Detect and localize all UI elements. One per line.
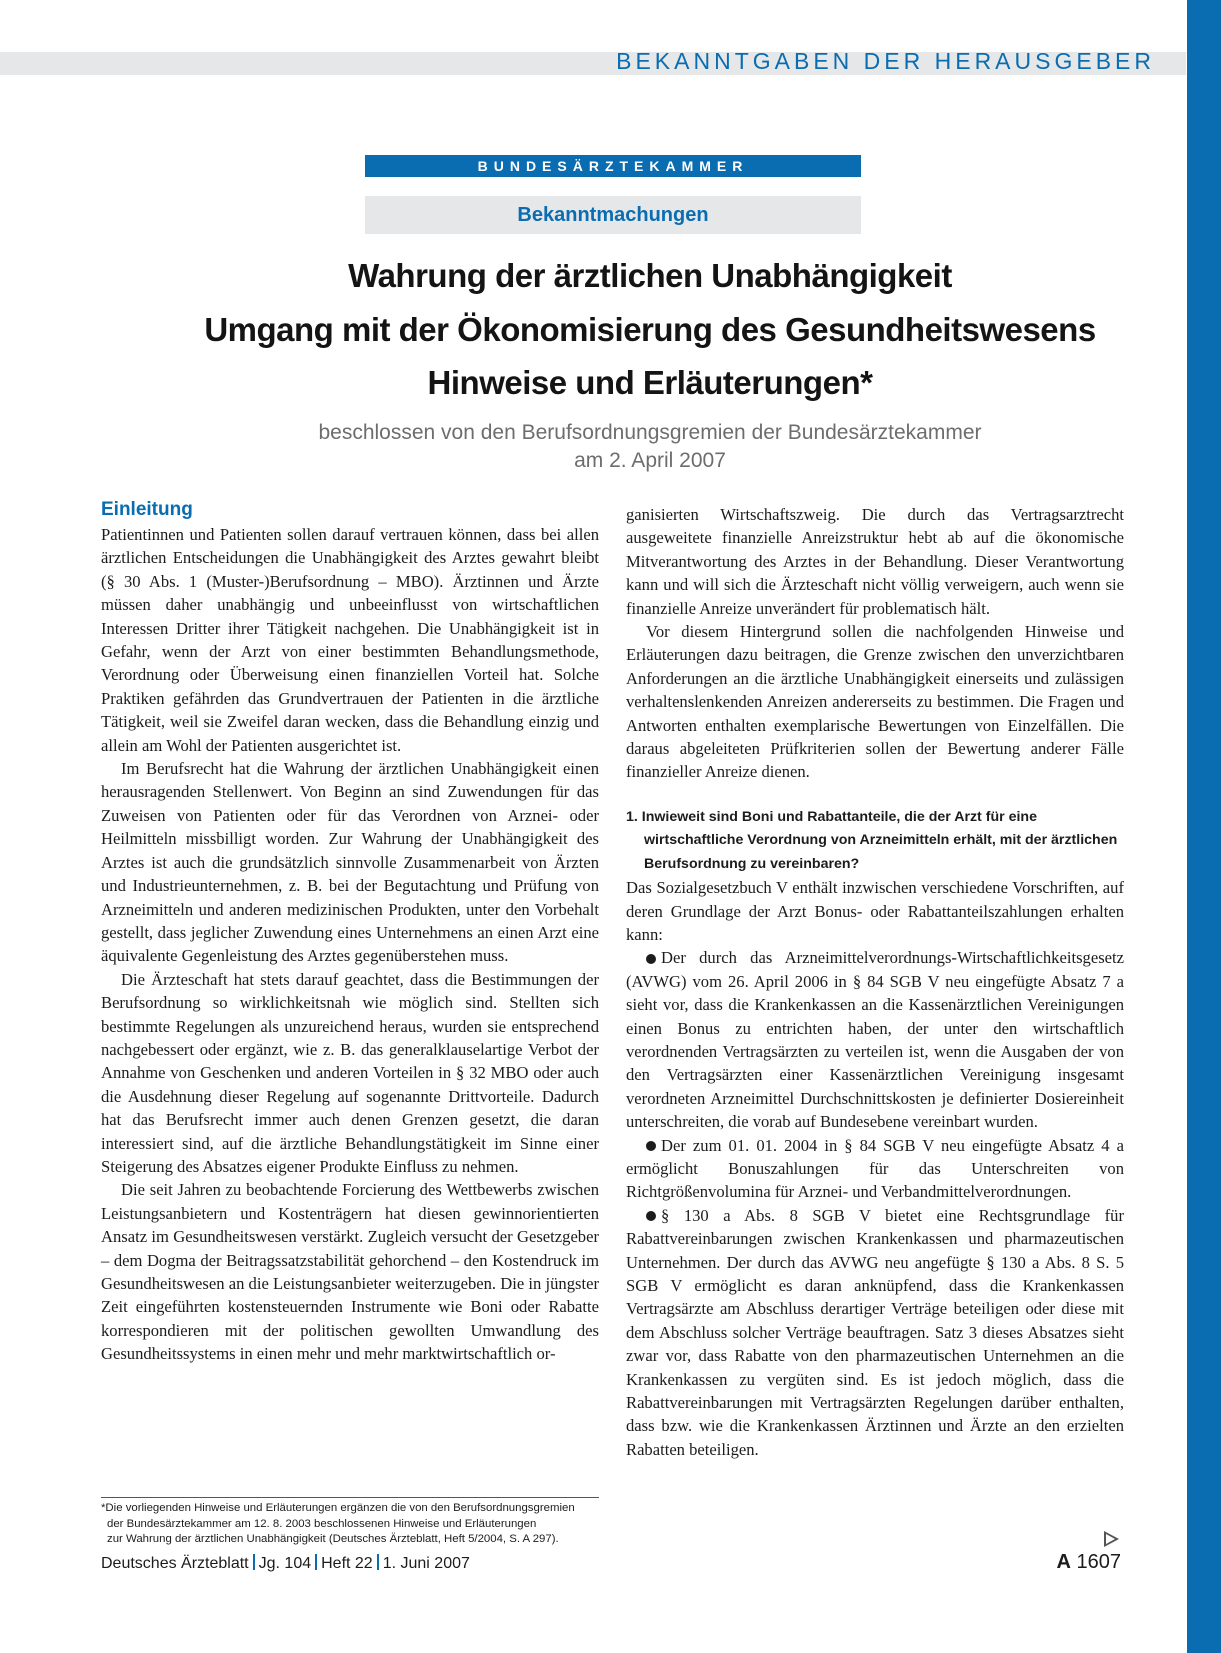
paragraph: Vor diesem Hintergrund sollen die nachfolgenden Hinweise und Erläuterungen dazu beitragen, die Grenze zwischen den unverzichtbaren Anforderungen an die ärztliche Unabhängigkeit einerseits und zulässigen verhaltenslenkenden Anreizen andererseits zu bestimmen. Die Fragen und Antworten enthalten exemplarische Bewertungen von Einzelfällen. Die daraus abgeleiteten Prüfkriterien sollen der Bewertung anderer Fälle finanzieller Anreize dienen.	[626, 622, 1124, 782]
bullet-item	[626, 946, 1124, 1133]
title-line-3: Hinweise und Erläuterungen*	[427, 364, 873, 401]
footer-separator	[253, 1554, 255, 1570]
page-number-value: 1607	[1076, 1551, 1121, 1573]
footnote-line: der Bundesärztekammer am 12. 8. 2003 beschlossenen Hinweise und Erläuterungen	[107, 1517, 537, 1530]
journal-name: Deutsches Ärzteblatt	[101, 1555, 249, 1572]
journal-issue: Heft 22	[321, 1555, 373, 1572]
paragraph: Das Sozialgesetzbuch V enthält inzwischen verschiedene Vorschriften, auf deren Grundlage der Arzt Bonus- oder Rabattanteilszahlungen erhalten kann:	[626, 878, 1124, 944]
continue-arrow-icon	[1104, 1531, 1119, 1547]
bullet-text: Der durch das Arzneimittelverordnungs-Wirtschaftlichkeitsgesetz (AVWG) vom 26. April 2006 in § 84 SGB V neu eingefügte Absatz 7 a sieht vor, dass die Krankenkassen an die Kassenärztlichen Vereinigungen einen Bonus zu entrichten haben, der unter den wirtschaftlich verordnenden Vertragsärzten zu verteilen ist, wenn die Ausgaben der von den Vertragsärzten einer Kassenärztlichen Vereinigung insgesamt verordneten Arzneimittel Durchschnittskosten je definierter Dosiereinheit unterschreiten, die vorab auf Bundesebene vereinbart wurden.	[626, 948, 1124, 1132]
footnote	[101, 1501, 601, 1548]
bullet-icon	[646, 1141, 656, 1151]
bullet-text: Der zum 01. 01. 2004 in § 84 SGB V neu eingefügte Absatz 4 a ermöglicht Bonuszahlungen für das Unterschreiten von Richtgrößenvolumina für Arznei- und Verbandmittelverordnungen.	[626, 1135, 1124, 1202]
bullet-item	[626, 1204, 1124, 1461]
paragraph: Die seit Jahren zu beobachtende Forcierung des Wettbewerbs zwischen Leistungsanbietern und Kostenträgern hat diesen gewinnorientierten Ansatz im Gesundheitswesen verstärkt. Zugleich versucht der Gesetzgeber – dem Dogma der Beitragssatzstabilität gehorchend – den Kostendruck im Gesundheitswesen an die Leistungsanbieter weiterzugeben. Die in jüngster Zeit eingeführten kostensteuernden Instrumente wie Boni oder Rabatte korrespondieren mit der politischen gewollten Umwandlung des Gesundheitssystems in einen mehr und mehr marktwirtschaftlich or-	[101, 1180, 599, 1364]
footnote-line: *Die vorliegenden Hinweise und Erläuterungen ergänzen die von den Berufsordnungsgremien	[101, 1502, 575, 1514]
title-line-2: Umgang mit der Ökonomisierung des Gesundheitswesens	[204, 311, 1096, 348]
bullet-item	[626, 1134, 1124, 1204]
page-prefix: A	[1056, 1551, 1071, 1573]
paragraph: Die Ärzteschaft hat stets darauf geachtet, dass die Bestimmungen der Berufsordnung so wirklichkeitsnah wie möglich sind. Stellten sich bestimmte Regelungen als unzureichend heraus, wurden sie entsprechend nachgebessert oder ergänzt, wie z. B. das generalklauselartige Verbot der Annahme von Geschenken und anderen Vorteilen in § 32 MBO oder auch die Ausdehnung dieser Regelung auf sogenannte Drittvorteile. Dadurch hat das Berufsrecht immer auch denen Grenzen gesetzt, die daran interessiert sind, auf die ärztliche Behandlungstätigkeit im Sinne einer Steigerung des Absatzes eigener Produkte Einfluss zu nehmen.	[101, 969, 599, 1176]
footnote-line: zur Wahrung der ärztlichen Unabhängigkeit (Deutsches Ärzteblatt, Heft 5/2004, S. A 297).	[107, 1533, 559, 1545]
category-bar: Bekanntmachungen	[365, 196, 861, 234]
bullet-text: § 130 a Abs. 8 SGB V bietet eine Rechtsgrundlage für Rabattvereinbarungen zwischen Krankenkassen und pharmazeutischen Unternehmen. Der durch das AVWG neu angefügte § 130 a Abs. 8 S. 5 SGB V ermöglicht es daran anknüpfend, dass die Krankenkassen Vertragsärzte am Abschluss derartiger Verträge beteiligen oder diese mit dem Abschluss solcher Verträge beauftragen. Satz 3 dieses Absatzes sieht zwar vor, dass Rabatte von den pharmazeutischen Unternehmen an die Krankenkassen zu vergüten sind. Es ist jedoch möglich, dass die Rabattvereinbarungen mit Vertragsärzten Regelungen darüber enthalten, dass bzw. wie die Krankenkassen Ärztinnen und Ärzte an den erzielten Rabatten beteiligen.	[626, 1205, 1124, 1459]
bullet-icon	[646, 1211, 656, 1221]
subtitle-line-1: beschlossen von den Berufsordnungsgremien der Bundesärztekammer	[318, 421, 982, 444]
section-header: BEKANNTGABEN DER HERAUSGEBER	[616, 48, 1155, 74]
side-color-bar	[1187, 0, 1221, 1653]
right-column	[626, 503, 1124, 1461]
question-heading-1: 1. Inwieweit sind Boni und Rabattanteile, die der Arzt für eine wirtschaftliche Verordnung von Arzneimitteln erhält, mit der ärztlichen Berufsordnung zu vereinbaren?	[626, 808, 1118, 872]
title-line-1: Wahrung der ärztlichen Unabhängigkeit	[348, 257, 952, 294]
journal-date: 1. Juni 2007	[382, 1555, 470, 1572]
page-footer	[101, 1551, 1121, 1578]
footnote-divider	[101, 1497, 599, 1498]
paragraph: Patientinnen und Patienten sollen darauf vertrauen können, dass bei allen ärztlichen Entscheidungen die Unabhängigkeit des Arztes gewahrt bleibt (§ 30 Abs. 1 (Muster-)Berufsordnung – MBO). Ärztinnen und Ärzte müssen daher unabhängig und unbeeinflusst von wirtschaftlichen Interessen Dritter ihrer Tätigkeit nachgehen. Die Unabhängigkeit ist in Gefahr, wenn der Arzt von einer bestimmten Behandlungsmethode, Verordnung oder Überweisung einen finanziellen Vorteil hat. Solche Praktiken gefährden das Grundvertrauen der Patienten in die ärztliche Tätigkeit, weil sie Zweifel daran wecken, dass die Behandlung einzig und allein am Wohl der Patienten ausgerichtet ist.	[101, 525, 599, 755]
page-number	[1056, 1551, 1121, 1574]
paragraph: Im Berufsrecht hat die Wahrung der ärztlichen Unabhängigkeit einen herausragenden Stellenwert. Von Beginn an sind Zuwendungen für das Zuweisen von Patienten oder für das Verordnen von Arznei- oder Heilmitteln missbilligt worden. Zur Wahrung der Unabhängigkeit des Arztes ist auch die grundsätzlich sinnvolle Zusammenarbeit von Ärzten und Industrieunternehmen, z. B. bei der Begutachtung und Prüfung von Arzneimitteln und anderen medizinischen Produkten, unter den Vorbehalt gestellt, dass jeglicher Zuwendung eines Unternehmens an einen Arzt eine äquivalente Gegenleistung des Arztes gegenüberstehen muss.	[101, 759, 599, 966]
paragraph: ganisierten Wirtschaftszweig. Die durch das Vertragsarztrecht ausgeweitete finanzielle Anreizstruktur hebt ab auf die ökonomische Mitverantwortung des Arztes in der Behandlung. Dieser Verantwortung kann und will sich die Ärzteschaft nicht völlig verweigern, auch wenn sie finanzielle Anreize unverändert für problematisch hält.	[626, 505, 1124, 618]
left-column	[101, 498, 599, 1366]
bullet-icon	[646, 954, 656, 964]
subtitle-line-2: am 2. April 2007	[574, 449, 726, 472]
footer-separator	[377, 1554, 379, 1570]
section-heading-einleitung: Einleitung	[101, 499, 193, 520]
journal-volume: Jg. 104	[258, 1555, 312, 1572]
organization-bar: BUNDESÄRZTEKAMMER	[365, 155, 861, 177]
footer-separator	[315, 1554, 317, 1570]
